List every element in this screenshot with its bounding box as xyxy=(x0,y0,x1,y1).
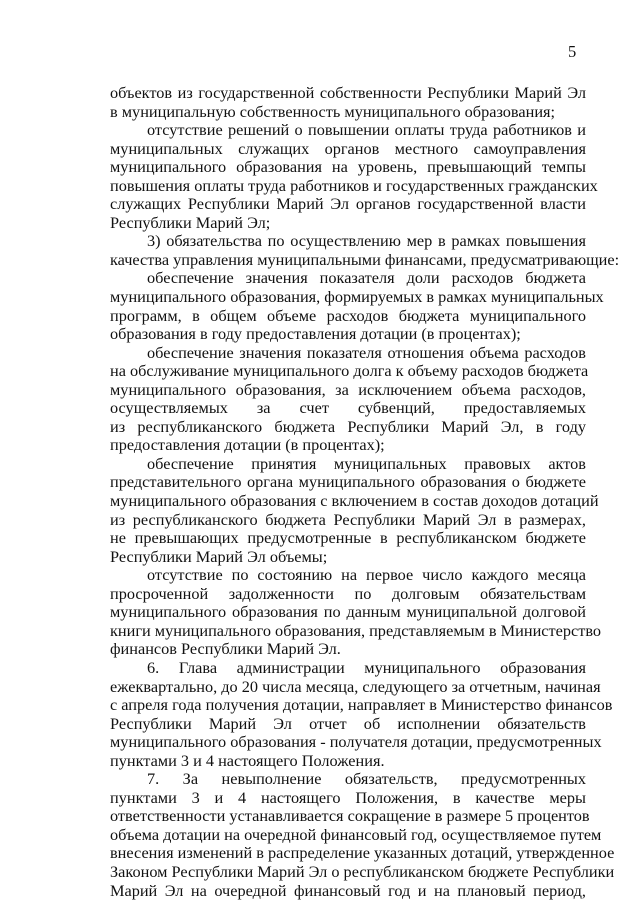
text-line: ответственности устанавливается сокращение в размере 5 процентов xyxy=(110,806,590,826)
text-line: книги муниципального образования, представляемым в Министерство xyxy=(110,620,602,640)
paragraph xyxy=(110,268,604,344)
text-line: внесения изменений в распределение указанных дотаций, утвержденное xyxy=(110,843,615,863)
paragraph xyxy=(110,231,620,269)
text-line: представительного органа муниципального образования о бюджете xyxy=(110,472,586,492)
paragraph xyxy=(110,84,586,121)
text-line: 7. За невыполнение обязательств, предусмотренных xyxy=(147,769,586,789)
text-line: муниципального образования - получателя дотации, предусмотренных xyxy=(110,732,602,752)
paragraph xyxy=(110,120,598,232)
text-line: отсутствие по состоянию на первое число каждого месяца xyxy=(147,565,586,585)
text-line: программ, в общем объеме расходов бюджета муниципального xyxy=(110,305,586,325)
text-line: обеспечение принятия муниципальных правовых актов xyxy=(147,453,586,473)
text-line: просроченной задолженности по долговым обязательствам xyxy=(110,583,586,603)
text-line: обеспечение значения показателя доли расходов бюджета xyxy=(147,268,586,288)
text-line: отсутствие решений о повышении оплаты труда работников и xyxy=(147,120,586,140)
text-line: повышения оплаты труда работников и государственных гражданских xyxy=(110,175,598,195)
text-line: 3) обязательства по осуществлению мер в рамках повышения xyxy=(147,231,586,251)
text-line: ежеквартально, до 20 числа месяца, следующего за отчетным, начиная xyxy=(110,676,601,696)
text-line: муниципальных служащих органов местного самоуправления xyxy=(110,138,586,158)
text-line: объектов из государственной собственности Республики Марий Эл xyxy=(110,83,586,102)
text-line: 6. Глава администрации муниципального образования xyxy=(147,657,586,677)
text-line: Республики Марий Эл отчет об исполнении обязательств xyxy=(110,713,586,733)
paragraph xyxy=(110,657,613,770)
text-line: качества управления муниципальными финансами, предусматривающие: xyxy=(110,249,620,269)
text-line: Марий Эл на очередной финансовый год и на плановый период, xyxy=(110,880,586,900)
text-line: служащих Республики Марий Эл органов государственной власти xyxy=(110,194,586,214)
text-line: осуществляемых за счет субвенций, предоставляемых xyxy=(110,398,586,418)
text-line: объема дотации на очередной финансовый год, осуществляемое путем xyxy=(110,824,602,844)
text-line: не превышающих предусмотренные в республиканском бюджете xyxy=(110,528,586,548)
text-line: из республиканского бюджета Республики Марий Эл, в году xyxy=(110,416,586,436)
text-line: муниципального образования, формируемых в рамках муниципальных xyxy=(110,287,604,307)
text-line: муниципального образования с включением в состав доходов дотаций xyxy=(110,491,599,511)
text-line: Законом Республики Марий Эл о республиканском бюджете Республики xyxy=(110,861,615,881)
text-line: обеспечение значения показателя отношения объема расходов xyxy=(147,342,586,362)
text-line: Республики Марий Эл объемы; xyxy=(110,546,328,566)
text-line: из республиканского бюджета Республики Марий Эл в размерах, xyxy=(110,509,586,529)
paragraph xyxy=(110,342,589,455)
text-line: муниципального образования на уровень, превышающий темпы xyxy=(110,157,586,177)
text-line: предоставления дотации (в процентах); xyxy=(110,435,385,455)
paragraph xyxy=(110,565,602,659)
text-line: с апреля года получения дотации, направляет в Министерство финансов xyxy=(110,695,613,715)
text-line: муниципального образования по данным муниципальной долговой xyxy=(110,602,586,622)
text-line: муниципального образования, за исключением объема расходов, xyxy=(110,379,586,399)
paragraph xyxy=(110,453,599,566)
text-line: финансов Республики Марий Эл. xyxy=(110,639,341,659)
page-number: 5 xyxy=(568,42,577,61)
text-line: на обслуживание муниципального долга к объему расходов бюджета xyxy=(110,361,589,381)
text-line: образования в году предоставления дотации (в процентах); xyxy=(110,324,521,344)
text-line: пунктами 3 и 4 настоящего Положения. xyxy=(110,750,385,770)
paragraph xyxy=(110,769,615,900)
text-line: в муниципальную собственность муниципального образования; xyxy=(110,101,556,121)
text-line: Республики Марий Эл; xyxy=(110,212,271,232)
text-line: пунктами 3 и 4 настоящего Положения, в качестве меры xyxy=(110,787,586,807)
document-body xyxy=(110,83,620,900)
